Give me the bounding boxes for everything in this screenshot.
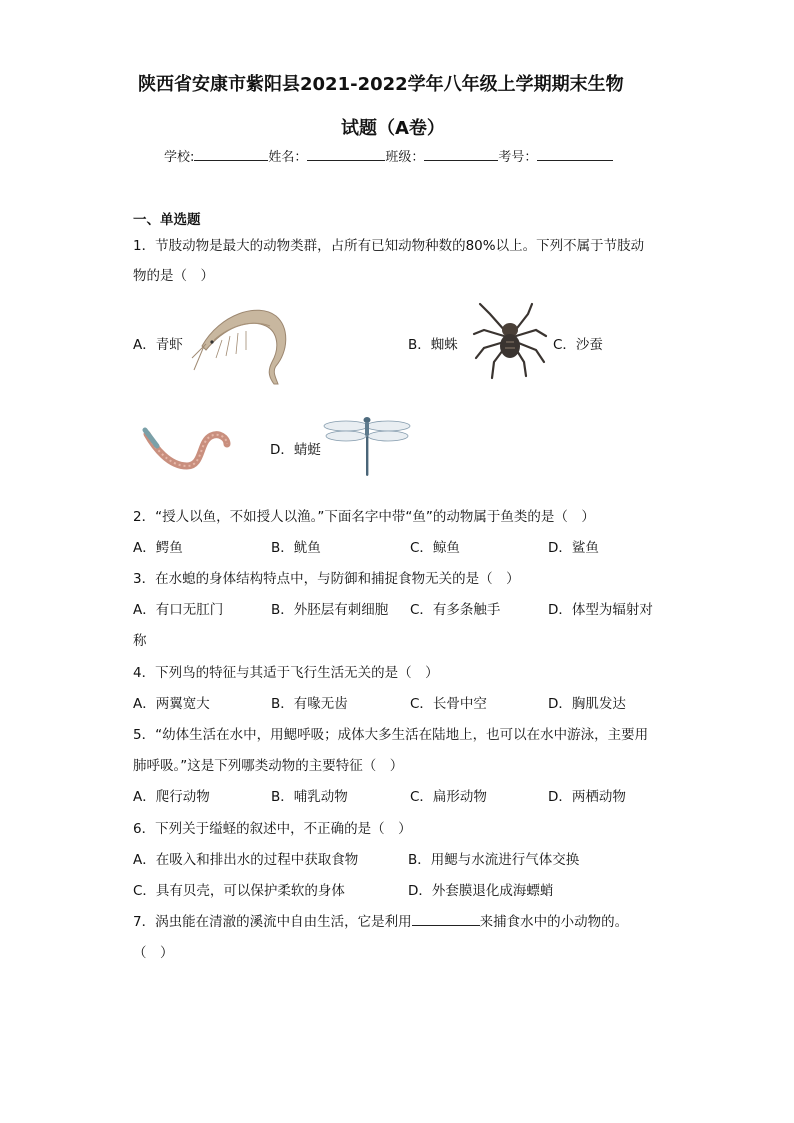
q2-stem: 2．“授人以鱼，不如授人以渔。”下面名字中带“鱼”的动物属于鱼类的是（ ） xyxy=(133,509,595,525)
q7-stem xyxy=(133,910,628,930)
page-title-line1: 陕西省安康市紫阳县2021-2022学年八年级上学期期末生物 xyxy=(138,74,624,95)
q5-option-c[interactable]: C．扁形动物 xyxy=(410,789,487,805)
exam-number-blank[interactable] xyxy=(537,146,613,161)
q6-option-d[interactable]: D．外套膜退化成海螵蛸 xyxy=(408,883,554,899)
q4-option-d[interactable]: D．胸肌发达 xyxy=(548,696,626,712)
section-title: 一、单选题 xyxy=(133,212,201,228)
q1-stem-line2: 物的是（ ） xyxy=(133,268,214,284)
q4-option-b[interactable]: B．有喙无齿 xyxy=(271,696,348,712)
q1-option-b[interactable]: B．蜘蛛 xyxy=(408,337,458,353)
q7-stem-after: 来捕食水中的小动物的。 xyxy=(479,914,629,930)
class-blank[interactable] xyxy=(424,146,498,161)
q5-option-d[interactable]: D．两栖动物 xyxy=(548,789,626,805)
q4-option-c[interactable]: C．长骨中空 xyxy=(410,696,487,712)
q1-option-d[interactable]: D．蜻蜓 xyxy=(270,442,321,458)
q2-option-b[interactable]: B．鱿鱼 xyxy=(271,540,321,556)
q4-stem: 4．下列鸟的特征与其适于飞行生活无关的是（ ） xyxy=(133,665,439,681)
q5-stem-line2: 肺呼吸。”这是下列哪类动物的主要特征（ ） xyxy=(133,758,404,774)
q1-option-a[interactable]: A．青虾 xyxy=(133,337,183,353)
dragonfly-image xyxy=(322,412,412,478)
q5-option-b[interactable]: B．哺乳动物 xyxy=(271,789,348,805)
q3-stem: 3．在水螅的身体结构特点中，与防御和捕捉食物无关的是（ ） xyxy=(133,571,520,587)
q6-stem: 6．下列关于缢蛏的叙述中，不正确的是（ ） xyxy=(133,821,412,837)
q7-stem-line2: （ ） xyxy=(133,945,174,961)
page-title-line2: 试题（A卷） xyxy=(341,118,445,139)
name-blank[interactable] xyxy=(307,146,385,161)
q7-answer-blank[interactable] xyxy=(412,911,480,926)
q2-option-a[interactable]: A．鳄鱼 xyxy=(133,540,183,556)
worm-image xyxy=(143,424,231,476)
q2-option-c[interactable]: C．鲸鱼 xyxy=(410,540,460,556)
q5-option-a[interactable]: A．爬行动物 xyxy=(133,789,210,805)
exam-number-label: 考号： xyxy=(498,150,538,165)
q6-option-a[interactable]: A．在吸入和排出水的过程中获取食物 xyxy=(133,852,359,868)
student-info-line xyxy=(164,146,613,165)
q1-stem-line1: 1．节肢动物是最大的动物类群，占所有已知动物种数的80%以上。下列不属于节肢动 xyxy=(133,238,645,254)
school-blank[interactable] xyxy=(194,146,268,161)
q3-option-d-wrap: 称 xyxy=(133,633,147,649)
q3-option-b[interactable]: B．外胚层有刺细胞 xyxy=(271,602,389,618)
spider-image xyxy=(470,300,550,380)
shrimp-image xyxy=(192,300,292,386)
q1-option-c[interactable]: C．沙蚕 xyxy=(553,337,603,353)
q4-option-a[interactable]: A．两翼宽大 xyxy=(133,696,210,712)
q3-option-d[interactable]: D．体型为辐射对 xyxy=(548,602,653,618)
school-label: 学校: xyxy=(164,150,195,165)
q5-stem-line1: 5．“幼体生活在水中，用鳃呼吸；成体大多生活在陆地上，也可以在水中游泳，主要用 xyxy=(133,727,649,743)
class-label: 班级： xyxy=(385,150,425,165)
q6-option-c[interactable]: C．具有贝壳，可以保护柔软的身体 xyxy=(133,883,345,899)
q3-option-a[interactable]: A．有口无肛门 xyxy=(133,602,224,618)
q7-stem-before: 7．涡虫能在清澈的溪流中自由生活，它是利用 xyxy=(133,914,412,930)
q3-option-c[interactable]: C．有多条触手 xyxy=(410,602,501,618)
name-label: 姓名： xyxy=(268,150,308,165)
q6-option-b[interactable]: B．用鳃与水流进行气体交换 xyxy=(408,852,580,868)
q2-option-d[interactable]: D．鲨鱼 xyxy=(548,540,599,556)
